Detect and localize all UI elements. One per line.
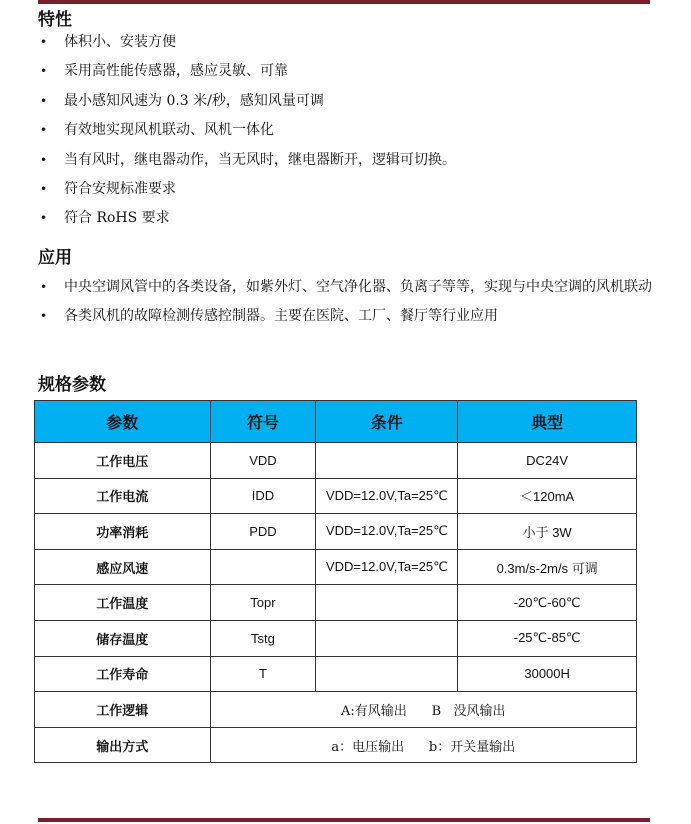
applications-heading: 应用	[38, 248, 72, 268]
typical-cell: DC24V	[458, 443, 637, 479]
spec-table	[34, 400, 637, 763]
table-header-row	[35, 401, 637, 443]
param-cell: 工作电压	[35, 443, 211, 479]
top-rule	[38, 0, 650, 4]
column-header: 参数	[35, 401, 211, 443]
param-cell: 工作温度	[35, 585, 211, 621]
condition-cell: VDD=12.0V,Ta=25℃	[316, 549, 458, 585]
bottom-rule	[38, 818, 650, 822]
symbol-cell: VDD	[210, 443, 316, 479]
column-header: 符号	[210, 401, 316, 443]
list-item: • 符合安规标准要求	[38, 175, 658, 204]
typical-cell: ＜120mA	[458, 478, 637, 514]
list-item: • 采用高性能传感器，感应灵敏、可靠	[38, 57, 658, 86]
list-item: • 当有风时，继电器动作，当无风时，继电器断开，逻辑可切换。	[38, 146, 658, 175]
typical-cell: 0.3m/s-2m/s 可调	[458, 549, 637, 585]
param-cell: 感应风速	[35, 549, 211, 585]
list-item: • 体积小、安装方便	[38, 28, 658, 57]
table-row	[35, 692, 637, 728]
table-row	[35, 585, 637, 621]
param-cell: 工作电流	[35, 478, 211, 514]
table-row	[35, 549, 637, 585]
typical-cell: -25℃-85℃	[458, 620, 637, 656]
column-header: 典型	[458, 401, 637, 443]
list-item: • 符合 RoHS 要求	[38, 204, 658, 233]
symbol-cell: PDD	[210, 514, 316, 550]
condition-cell	[316, 656, 458, 692]
list-item: • 有效地实现风机联动、风机一体化	[38, 116, 658, 145]
param-cell: 功率消耗	[35, 514, 211, 550]
param-cell: 工作寿命	[35, 656, 211, 692]
param-cell: 输出方式	[35, 727, 211, 763]
output-value-cell: a：电压输出 b：开关量输出	[210, 727, 636, 763]
specs-heading: 规格参数	[38, 375, 106, 395]
column-header: 条件	[316, 401, 458, 443]
typical-cell: 小于 3W	[458, 514, 637, 550]
symbol-cell: Topr	[210, 585, 316, 621]
condition-cell: VDD=12.0V,Ta=25℃	[316, 514, 458, 550]
symbol-cell: T	[210, 656, 316, 692]
features-heading: 特性	[38, 10, 72, 30]
condition-cell: VDD=12.0V,Ta=25℃	[316, 478, 458, 514]
condition-cell	[316, 443, 458, 479]
logic-value-cell: A:有风输出 B 没风输出	[210, 692, 636, 728]
table-row	[35, 514, 637, 550]
applications-list	[38, 273, 658, 331]
symbol-cell: IDD	[210, 478, 316, 514]
table-row	[35, 478, 637, 514]
list-item: • 最小感知风速为 0.3 米/秒，感知风量可调	[38, 87, 658, 116]
symbol-cell	[210, 549, 316, 585]
symbol-cell: Tstg	[210, 620, 316, 656]
typical-cell: 30000H	[458, 656, 637, 692]
table-row	[35, 656, 637, 692]
condition-cell	[316, 620, 458, 656]
table-row	[35, 620, 637, 656]
list-item: • 中央空调风管中的各类设备，如紫外灯、空气净化器、负离子等等，实现与中央空调的风机联动	[38, 273, 658, 302]
param-cell: 储存温度	[35, 620, 211, 656]
list-item: • 各类风机的故障检测传感控制器。主要在医院、工厂、餐厅等行业应用	[38, 302, 658, 331]
condition-cell	[316, 585, 458, 621]
features-list	[38, 28, 658, 234]
param-cell: 工作逻辑	[35, 692, 211, 728]
typical-cell: -20℃-60℃	[458, 585, 637, 621]
table-row	[35, 443, 637, 479]
table-row	[35, 727, 637, 763]
